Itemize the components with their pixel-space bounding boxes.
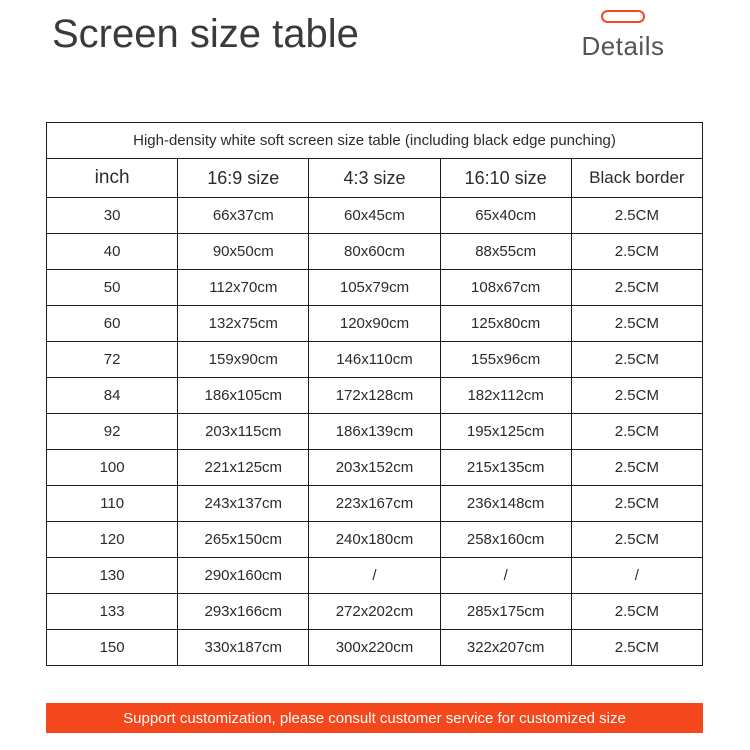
cell-16-9: 90x50cm [178,234,309,270]
cell-16-10: 182x112cm [440,378,571,414]
cell-black-border: 2.5CM [571,342,702,378]
table-row [47,198,703,234]
cell-black-border: / [571,558,702,594]
cell-16-10: 236x148cm [440,486,571,522]
cell-black-border: 2.5CM [571,594,702,630]
cell-16-9: 66x37cm [178,198,309,234]
table-row [47,486,703,522]
cell-4-3: 172x128cm [309,378,440,414]
size-table-wrapper [46,122,703,666]
cell-4-3: 60x45cm [309,198,440,234]
cell-black-border: 2.5CM [571,486,702,522]
cell-16-9: 293x166cm [178,594,309,630]
cell-inch: 110 [47,486,178,522]
cell-4-3: 186x139cm [309,414,440,450]
cell-4-3: 223x167cm [309,486,440,522]
cell-black-border: 2.5CM [571,306,702,342]
cell-16-10: / [440,558,571,594]
table-row [47,522,703,558]
cell-black-border: 2.5CM [571,630,702,666]
page-header [0,0,750,100]
cell-black-border: 2.5CM [571,414,702,450]
cell-16-9: 290x160cm [178,558,309,594]
cell-inch: 40 [47,234,178,270]
column-header-inch: inch [47,159,178,198]
size-table-body [47,123,703,666]
cell-16-9: 330x187cm [178,630,309,666]
cell-16-10: 322x207cm [440,630,571,666]
column-header-16-9: 16:9 size [178,159,309,198]
cell-4-3: 120x90cm [309,306,440,342]
cell-16-9: 265x150cm [178,522,309,558]
page-title: Screen size table [52,12,359,56]
cell-16-9: 132x75cm [178,306,309,342]
column-header-4-3: 4:3 size [309,159,440,198]
table-header-row [47,159,703,198]
customization-banner: Support customization, please consult customer service for customized size [46,703,703,733]
cell-inch: 50 [47,270,178,306]
cell-16-9: 203x115cm [178,414,309,450]
cell-16-10: 65x40cm [440,198,571,234]
cell-16-9: 112x70cm [178,270,309,306]
details-block [558,10,688,62]
cell-16-10: 195x125cm [440,414,571,450]
cell-inch: 133 [47,594,178,630]
cell-inch: 84 [47,378,178,414]
table-row [47,234,703,270]
table-row [47,594,703,630]
table-caption: High-density white soft screen size table (including black edge punching) [47,123,703,159]
table-row [47,306,703,342]
cell-black-border: 2.5CM [571,378,702,414]
table-row [47,630,703,666]
size-table [46,122,703,666]
pill-icon [601,10,645,23]
table-row [47,270,703,306]
cell-inch: 150 [47,630,178,666]
cell-4-3: 272x202cm [309,594,440,630]
cell-4-3: / [309,558,440,594]
cell-16-9: 221x125cm [178,450,309,486]
caption-row [47,123,703,159]
cell-16-9: 243x137cm [178,486,309,522]
column-header-16-10: 16:10 size [440,159,571,198]
cell-4-3: 80x60cm [309,234,440,270]
cell-4-3: 146x110cm [309,342,440,378]
cell-inch: 30 [47,198,178,234]
cell-4-3: 300x220cm [309,630,440,666]
column-header-black-border: Black border [571,159,702,198]
cell-4-3: 240x180cm [309,522,440,558]
cell-inch: 60 [47,306,178,342]
cell-16-9: 159x90cm [178,342,309,378]
cell-inch: 92 [47,414,178,450]
cell-16-10: 215x135cm [440,450,571,486]
cell-black-border: 2.5CM [571,234,702,270]
cell-16-10: 108x67cm [440,270,571,306]
cell-16-10: 285x175cm [440,594,571,630]
cell-black-border: 2.5CM [571,522,702,558]
cell-16-10: 125x80cm [440,306,571,342]
cell-16-10: 258x160cm [440,522,571,558]
table-row [47,378,703,414]
cell-black-border: 2.5CM [571,198,702,234]
cell-16-10: 88x55cm [440,234,571,270]
table-row [47,558,703,594]
cell-16-9: 186x105cm [178,378,309,414]
cell-4-3: 105x79cm [309,270,440,306]
cell-16-10: 155x96cm [440,342,571,378]
cell-inch: 72 [47,342,178,378]
table-row [47,342,703,378]
cell-black-border: 2.5CM [571,450,702,486]
cell-inch: 120 [47,522,178,558]
cell-4-3: 203x152cm [309,450,440,486]
details-label: Details [581,31,665,61]
cell-inch: 100 [47,450,178,486]
table-row [47,450,703,486]
cell-inch: 130 [47,558,178,594]
cell-black-border: 2.5CM [571,270,702,306]
table-row [47,414,703,450]
